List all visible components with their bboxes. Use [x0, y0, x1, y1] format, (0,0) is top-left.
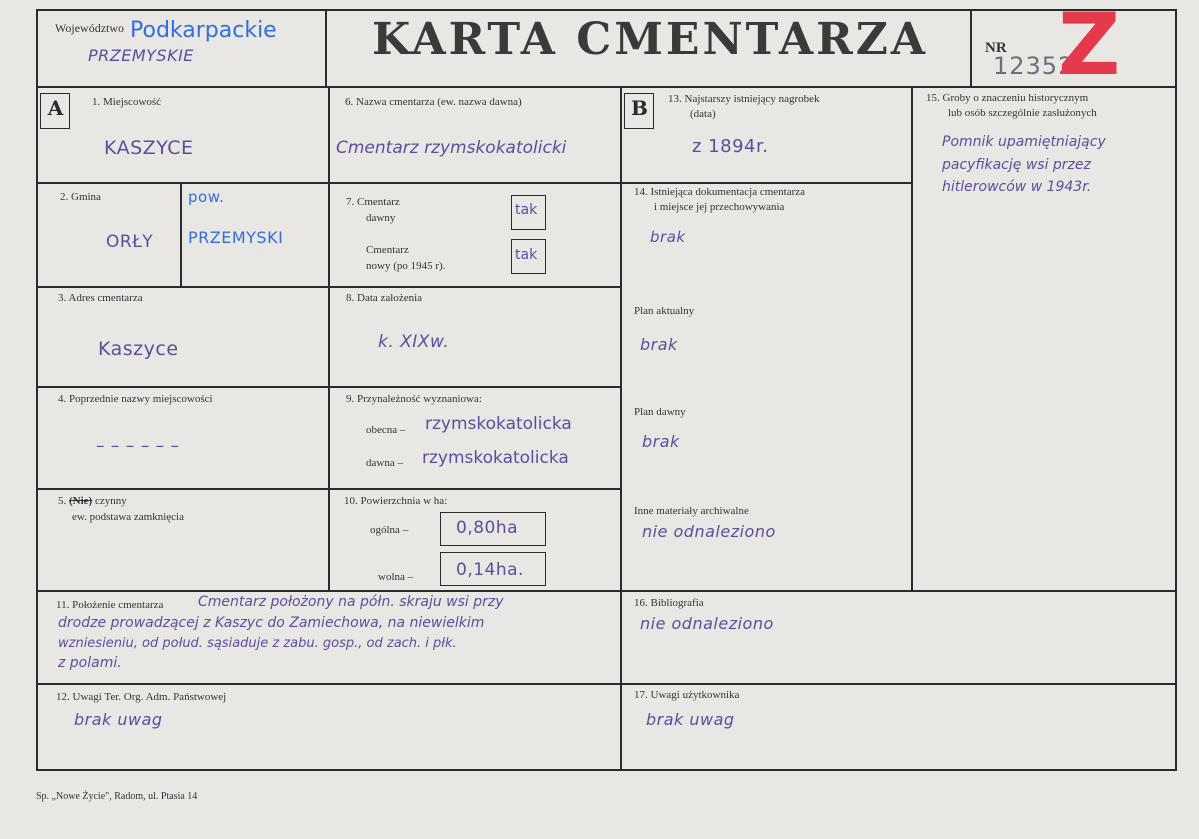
- field-15-value-3: hitlerowców w 1943r.: [942, 179, 1092, 195]
- plan-current-value: brak: [640, 335, 678, 354]
- field-8-value: k. XIXw.: [378, 332, 450, 352]
- field-5-rest: czynny: [92, 495, 127, 507]
- frame-top: [36, 9, 1176, 11]
- field-6-label: 6. Nazwa cmentarza (ew. nazwa dawna): [345, 96, 522, 108]
- frame-right: [1175, 9, 1177, 770]
- field-16-label: 16. Bibliografia: [634, 597, 704, 609]
- field-4-label: 4. Poprzednie nazwy miejscowości: [58, 393, 213, 405]
- field-9-former-label: dawna –: [366, 457, 403, 469]
- field-2-value: ORŁY: [106, 232, 154, 252]
- field-15-value-2: pacyfikację wsi przez: [942, 157, 1091, 173]
- field-13-label-1: 13. Najstarszy istniejący nagrobek: [668, 93, 820, 105]
- header-divider: [36, 86, 1177, 88]
- field-15-label-2: lub osób szczególnie zasłużonych: [948, 107, 1097, 119]
- section-b-letter: B: [631, 96, 648, 120]
- field-4-value: – – – – – –: [96, 436, 180, 456]
- field-3-value: Kaszyce: [98, 338, 179, 360]
- field-11-line-4: z polami.: [58, 655, 122, 671]
- field-7-new-value: tak: [515, 247, 538, 263]
- plan-old-value: brak: [642, 432, 680, 451]
- field-7-new-line2: nowy (po 1945 r).: [366, 260, 446, 272]
- field-7-old-line: dawny: [366, 212, 396, 224]
- field-10-total-value: 0,80ha: [456, 518, 519, 538]
- field-15-label-1: 15. Groby o znaczeniu historycznym: [926, 92, 1089, 104]
- field-16-value: nie odnaleziono: [640, 614, 774, 633]
- header-vline-1: [325, 9, 327, 87]
- field-12-value: brak uwag: [74, 710, 163, 729]
- field-6-value: Cmentarz rzymskokatolicki: [336, 138, 567, 158]
- field-2-extra-1: pow.: [188, 188, 225, 206]
- hline-a2: [36, 286, 329, 288]
- header-vline-2: [970, 9, 972, 87]
- other-materials-label: Inne materiały archiwalne: [634, 505, 749, 517]
- field-13-label-2: (data): [690, 108, 716, 120]
- hline-m4: [328, 488, 621, 490]
- field-9-current-value: rzymskokatolicka: [425, 414, 572, 434]
- section-a-letter: A: [47, 96, 64, 120]
- hline-a1: [36, 182, 329, 184]
- voivodeship-value: Podkarpackie: [130, 18, 277, 43]
- field-14-label-1: 14. Istniejąca dokumentacja cmentarza: [634, 186, 806, 198]
- plan-current-label: Plan aktualny: [634, 305, 695, 317]
- field-1-label: 1. Miejscowość: [92, 96, 162, 108]
- field-15-value-1: Pomnik upamiętniający: [942, 134, 1106, 150]
- field-14-value: brak: [650, 228, 686, 246]
- hline-b1: [620, 182, 912, 184]
- hline-a3: [36, 386, 329, 388]
- district-value: PRZEMYSKIE: [88, 46, 194, 65]
- field-5-strike: (Nie): [69, 495, 93, 507]
- field-17-label: 17. Uwagi użytkownika: [634, 689, 740, 701]
- field-2-extra-2: PRZEMYSKI: [188, 228, 284, 247]
- hline-a4: [36, 488, 329, 490]
- field-2-label: 2. Gmina: [60, 191, 101, 203]
- field-11-label: 11. Położenie cmentarza: [56, 599, 164, 611]
- field-8-label: 8. Data założenia: [346, 292, 423, 304]
- stamp-letter-z: Z: [1058, 0, 1121, 95]
- field-10-total-label: ogólna –: [370, 524, 409, 536]
- field-10-free-label: wolna –: [378, 571, 414, 583]
- field-5-label-line2: ew. podstawa zamknięcia: [72, 511, 184, 523]
- nr-value: 12352: [993, 52, 1075, 80]
- field-3-label: 3. Adres cmentarza: [58, 292, 143, 304]
- field-11-line-1: Cmentarz położony na półn. skraju wsi przy: [198, 594, 504, 610]
- field-14-label-2: i miejsce jej przechowywania: [654, 201, 785, 213]
- hline-m1: [328, 182, 621, 184]
- field-1-value: KASZYCE: [104, 137, 194, 159]
- other-materials-value: nie odnaleziono: [642, 522, 776, 541]
- field-17-value: brak uwag: [646, 710, 735, 729]
- hline-bottom-2: [36, 683, 1177, 685]
- nr-label: NR: [985, 40, 1007, 56]
- field-9-label: 9. Przynależność wyznaniowa:: [346, 393, 482, 405]
- field-11-line-2: drodze prowadzącej z Kaszyc do Zamiechowa, na niewielkim: [58, 615, 485, 631]
- voivodeship-label: Województwo: [55, 21, 125, 35]
- hline-m2: [328, 286, 621, 288]
- field-13-value: z 1894r.: [692, 136, 769, 157]
- hline-bottom-1: [36, 590, 1177, 592]
- plan-old-label: Plan dawny: [634, 406, 686, 418]
- field-10-label: 10. Powierzchnia w ha:: [344, 495, 448, 507]
- field-7-old-value: tak: [515, 202, 538, 218]
- field-7-new-line1: Cmentarz: [366, 244, 409, 256]
- field-12-label: 12. Uwagi Ter. Org. Adm. Państwowej: [56, 691, 227, 703]
- field-9-current-label: obecna –: [366, 424, 406, 436]
- printer-imprint: Sp. „Nowe Życie", Radom, ul. Ptasia 14: [36, 791, 198, 802]
- gmina-divider: [180, 183, 182, 286]
- field-5-label: [58, 494, 127, 509]
- frame-bottom: [36, 769, 1177, 771]
- field-9-former-value: rzymskokatolicka: [422, 448, 569, 468]
- field-5-prefix: 5.: [58, 495, 69, 507]
- vline-col-c: [911, 86, 913, 591]
- field-7-label: 7. Cmentarz: [346, 196, 400, 208]
- field-10-free-value: 0,14ha.: [456, 560, 524, 580]
- field-11-line-3: wzniesieniu, od połud. sąsiaduje z zabu. gosp., od zach. i płk.: [58, 636, 457, 651]
- vline-col-a: [328, 86, 330, 591]
- card-title: KARTA CMENTARZA: [372, 14, 928, 65]
- hline-m3: [328, 386, 621, 388]
- frame-left: [36, 9, 38, 770]
- vline-col-b: [620, 86, 622, 771]
